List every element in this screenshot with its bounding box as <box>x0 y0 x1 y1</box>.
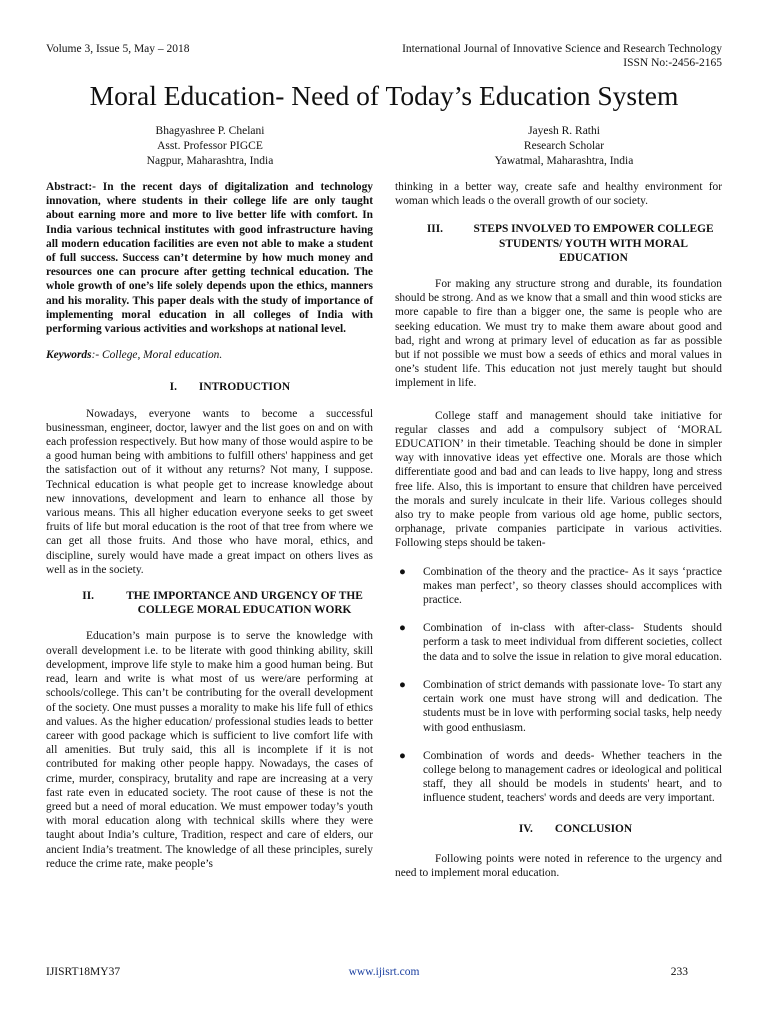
section-number: II. <box>82 590 94 603</box>
bullet-icon: ● <box>399 678 406 691</box>
paragraph-importance-continued: thinking in a better way, create safe and healthy environment for woman which leads o the overall growth of our society. <box>395 181 722 208</box>
abstract: Abstract:- In the recent days of digitalization and technology innovation, where students in their college life are only taught about earning more and more to live better life with comfort. In India various technical institutes with good infrastructure having all modern education facilities are even not able to make a student of full success. Success can’t determine by how much money and resources one can procure after getting technical education. The whole growth of one’s life solely depends upon the ethics, manners and his morality. This paper deals with the study of importance of implementing moral education in all colleges of India with performing various activities and workshops at national level. <box>46 181 373 336</box>
page-number: 233 <box>670 966 688 978</box>
section-heading-conclusion <box>395 822 722 836</box>
section-title: STEPS INVOLVED TO EMPOWER COLLEGE STUDENTS/ YOUTH WITH MORAL EDUCATION <box>473 223 714 264</box>
paper-title: Moral Education- Need of Today’s Education System <box>89 80 679 111</box>
right-column <box>395 180 722 890</box>
paragraph-importance: Education’s main purpose is to serve the knowledge with overall development i.e. to be literate with good thinking ability, skill development, improve life style to make him a good human being. But read, learn and write is what most of us were/are performing at schools/college. This can’t be contributing for the overall development of the society. One must pusses a morality to make his life full of ethics and values. As the higher education/ professional studies leads to better career with good package which is sufficient to live comfort life with all amenities. But truly said, this all is incomplete if it is not contributed for making other people happy. Nowadays, the cases of crime, murder, conspiracy, brutality and rape are increasing at a very fast rate even in educated society. The root cause of these is not the greed but a need of moral education. We must empower today’s youth with moral education along with technical skills where they were taught about India’s culture, Tradition, respect and care of elders, our ancient India’s treatment. The knowledge of all these principles, surely reduce the crime rate, make people’s <box>46 630 373 870</box>
author-place: Yawatmal, Maharashtra, India <box>494 155 634 167</box>
keywords-label: Keywords <box>46 349 92 362</box>
footer-paper-id: IJISRT18MY37 <box>46 966 121 978</box>
left-column <box>46 180 373 881</box>
author-role: Asst. Professor PIGCE <box>157 140 263 152</box>
footer-website-link[interactable]: www.ijisrt.com <box>348 966 420 978</box>
paragraph-steps-2: College staff and management should take initiative for regular classes and add a compulsory subject of ‘MORAL EDUCATION’ in their timetable. Teaching should be done in simpler way with innovative ideas yet effective one. Morals are those which differentiate good and bad and can leads to live happy, long and stress free life. Also, this is important to ensure that children have perceived the morals and surely inculcate in their life. Various colleges should also try to make people from various old age home, public sectors, orphanage, private companies participate in various activities. Following steps should be taken- <box>395 409 722 550</box>
keywords <box>46 348 373 362</box>
keywords-text: :- College, Moral education. <box>91 349 223 362</box>
author-place: Nagpur, Maharashtra, India <box>146 155 274 167</box>
section-number: I. <box>169 381 177 394</box>
header-volume: Volume 3, Issue 5, May – 2018 <box>46 43 190 55</box>
section-title: THE IMPORTANCE AND URGENCY OF THE COLLEGE MORAL EDUCATION WORK <box>126 590 363 617</box>
list-item <box>395 565 722 608</box>
section-number: IV. <box>518 822 533 835</box>
section-title: INTRODUCTION <box>198 381 291 394</box>
section-heading-steps <box>395 222 722 265</box>
list-item-text: Combination of strict demands with passionate love- To start any certain work one must have strong will and dedication. The students must be in love with performing social tasks, help needy with good enthusiasm. <box>423 678 722 734</box>
paragraph-steps-1: For making any structure strong and durable, its foundation should be strong. And as we know that a small and thin wood sticks are more capable to fire than a bigger one, the same is people who are seeking education. We must try to make them aware about good and bad, right and wrong at primary level of education as far as possible but if not possible we must bow a seeds of ethics and moral values in one’s student life. This education not just merely taught but should implement in life. <box>395 278 722 390</box>
paragraph-introduction: Nowadays, everyone wants to become a successful businessman, engineer, doctor, lawyer and the list goes on and on with each profession respectively. But how many of those would aspire to be a good human being with ambitions to fulfill others' happiness and get the satisfaction out of it without any returns? Not many, I suppose. Technical education is what people get to increase knowledge about new innovations, development and learn to enhance all those by various means. This all higher education everyone seeks to get sweet fruits of life but moral education is the root of that tree from where we can get all those fruits. And those who have moral, ethics, and discipline, surely would have made a great impact on others lives as well as in the society. <box>46 407 373 576</box>
paragraph-conclusion: Following points were noted in reference to the urgency and need to implement moral education. <box>395 852 722 879</box>
bullet-icon: ● <box>399 749 406 762</box>
section-title: CONCLUSION <box>554 822 633 835</box>
author-name: Jayesh R. Rathi <box>528 125 600 137</box>
bullet-icon: ● <box>399 622 406 635</box>
section-heading-introduction <box>46 380 373 394</box>
list-item <box>395 749 722 806</box>
section-heading-importance <box>46 589 373 617</box>
author-2 <box>434 124 694 169</box>
author-1 <box>80 124 340 169</box>
list-item <box>395 621 722 664</box>
journal-name: International Journal of Innovative Science and Research Technology <box>402 43 722 55</box>
header-journal <box>402 42 722 70</box>
steps-list <box>395 565 722 806</box>
section-number: III. <box>426 223 443 236</box>
list-item-text: Combination of in-class with after-class- Students should perform a task to meet individual from different societies, collect the data and to solve the issue in relation to give moral education. <box>423 622 722 663</box>
list-item-text: Combination of the theory and the practice- As it says ‘practice makes man perfect’, so theory classes should accomplices with practice. <box>423 565 722 607</box>
list-item <box>395 678 722 735</box>
list-item-text: Combination of words and deeds- Whether teachers in the college belong to management cadres or ideological and political staff, they all should be models in students' heart, and to influence student, teachers' words and deeds are very important. <box>423 749 722 805</box>
bullet-icon: ● <box>399 565 406 578</box>
author-role: Research Scholar <box>523 140 605 152</box>
journal-issn: ISSN No:-2456-2165 <box>623 57 722 69</box>
author-name: Bhagyashree P. Chelani <box>155 125 265 137</box>
